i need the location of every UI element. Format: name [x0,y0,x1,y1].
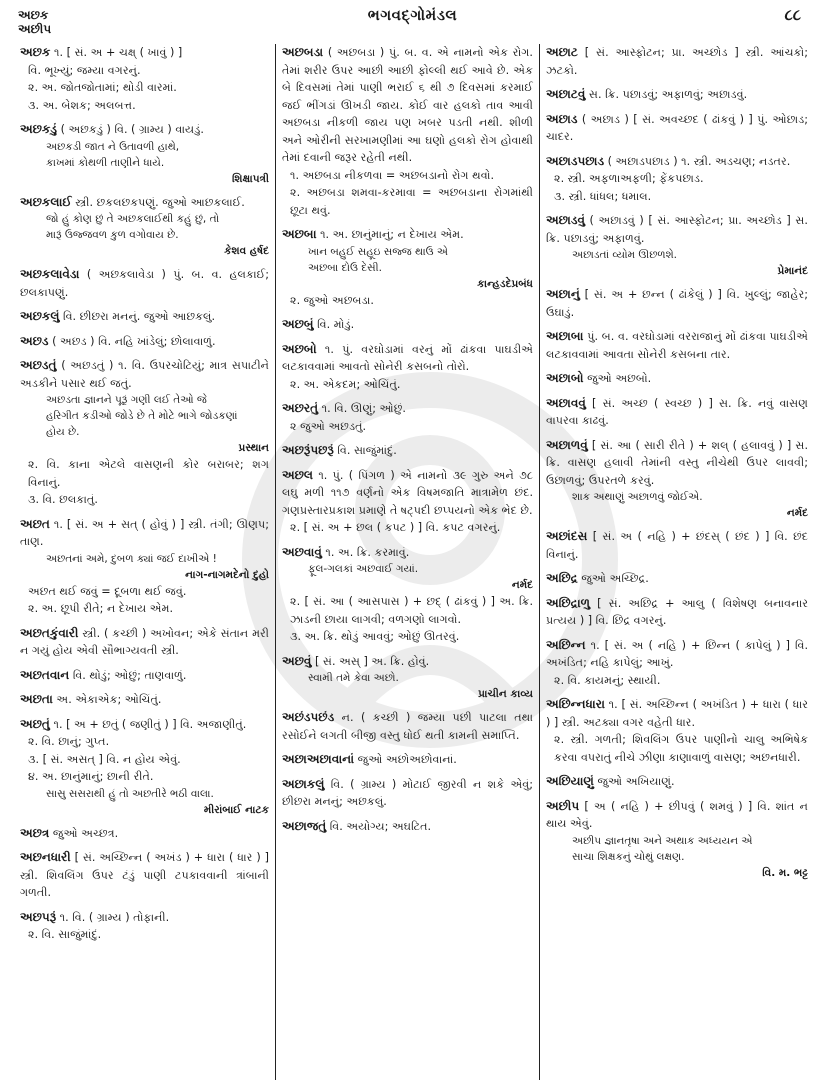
entry-quotation: અછકડી જાત ને ઉતાવળી હાથે, [46,140,180,153]
dictionary-entry [282,400,533,435]
page-title: ભગવદ્ગોમંડલ [367,6,458,24]
entry-definition: ( અછડ ) વિ. નહિ ખાંડેલું; છોલાવાળું. [52,334,216,348]
entry-definition: ( અછાડવું ) [ સં. આસ્ફોટન; પ્રા. અચ્છોડ ] સ. ક્રિ. પછાડવું; અફાળવું. [546,214,808,245]
entry-definition: ( અછડતું ) ૧. વિ. ઉપરચોટિયું; માત્ર સપાટીને અડકીને પસાર થઈ જતું. [20,359,269,390]
entry-headword: અછબું [282,317,314,331]
entry-definition: ૧. [ સં. અ + સત્ ( હોવું ) ] સ્ત્રી. તંગી; ઊણપ; તાણ. [20,517,269,548]
dictionary-entry [282,818,533,836]
entry-headword: અછિદ્ર [546,571,578,585]
entry-sense: ૨. અ. એકદમ; ઓચિંતું. [290,377,401,391]
dictionary-entry [546,328,808,363]
entry-headword: અછતકુંવારી [20,625,79,640]
dictionary-entry [282,653,533,703]
dictionary-entry [20,691,269,709]
entry-headword: અછડતું [20,358,57,372]
entry-headword: અછતું [20,716,50,731]
quotation-source: શિક્ષાપત્રી [232,172,269,185]
entry-headword: અછાળવું [546,437,588,452]
quotation-source: કેશવ હર્ષદ [224,245,269,257]
dictionary-entry [546,570,808,588]
entry-definition: ૧. [ અ + છતું ( જણીતું ) ] વિ. અજાણીતું. [53,717,247,731]
dictionary-entry [282,544,533,646]
dictionary-entry [546,286,808,321]
dictionary-entry [546,111,808,146]
entry-definition: ( અછબડા ) પું. બ. વ. એ નામનો એક રોગ. તેમાં શરીર ઉપર આછી આછી ફોલ્લી થઈ આવે છે. એક બે દિવસમાં તેમાં પાણી ભરાઈ ૬ થી ૭ દિવસમાં કરમાઈ જઈ ભીંગડાં ઊખડી જાય. કોઈ વાર હલકો તાવ આવી અછબડા નીકળી જાય પણ ખબર પડતી નથી. શીળી અને ઓરીની સરખામણીમાં આ ઘણો હલકો રોગ હોવાથી તેમાં દવાની જરૂર રહેતી નથી. [282,46,533,164]
entry-definition: જુઓ અચ્છત્ર. [52,826,119,840]
dictionary-entry [282,44,533,219]
dictionary-entry [20,44,269,114]
entry-headword: અછવાવું [282,544,322,559]
dictionary-entry [20,308,269,326]
dictionary-entry [20,194,269,260]
quotation-source: નર્મદ [511,579,533,591]
page-header [0,0,825,50]
entry-sense: ૩. સ્ત્રી. ધાંધલ; ધમાલ. [554,189,652,203]
entry-sense: ૩. અ. ક્રિ. થોડું આવવું; ઓછું ઊતરવું. [290,630,460,643]
entry-headword: અછડ [20,333,49,348]
dictionary-entry [546,798,808,881]
entry-headword: અછકલું [20,309,60,323]
dictionary-entry [20,121,269,187]
entry-quotation: મારૂં ઉજ્જવળ કુળ વગોવાય છે. [46,229,179,241]
entry-headword: અછાડવું [546,213,585,227]
entry-headword: અછત્ર [20,825,50,840]
dictionary-entry [546,437,808,522]
entry-quotation: સ્વામી તમે કેવા અછો. [308,672,399,684]
entry-definition: ( અછાડપછાડ ) ૧. સ્ત્રી. અડચણ; નડતર. [607,154,791,168]
entry-sense: ૨. અછબડા શમવા-કરમાવા = અછબડાના રોગમાંથી છૂટા થવું. [290,186,533,217]
entry-sense: ૨. વિ. છાનું; ગુપ્ત. [28,735,110,748]
entry-headword: અછનધારી [20,850,71,864]
quotation-source: નર્મદ [786,507,808,519]
entry-sense: ૨. વિ. સાજુંમાંદું. [28,928,102,941]
entry-definition: ૧. પું. વરઘોડામાં વરનું મોં ઢાંકવા પાઘડીએ લટકાવવામાં આવતો સોનેરી કસબનો તોરો. [282,342,533,373]
entry-headword: અછક [20,45,51,59]
dictionary-entry [282,776,533,811]
entry-definition: ૧. વિ. ઊણું; ઓછું. [321,402,406,415]
entry-definition: વિ. થોડું; ઓછું; તાણવાળું. [72,668,187,682]
entry-definition: જુઓ અછબો. [587,372,652,385]
quotation-source: મીરાંબાઈ નાટક [203,803,269,816]
entry-headword: અછાબા [546,329,584,343]
entry-headword: અછકલાઈ [20,194,72,209]
entry-definition: [ સં. આસ્ફોટન; પ્રા. અચ્છોડ ] સ્ત્રી. આંચકો; ઝટકો. [546,46,808,77]
dictionary-entry [20,825,269,843]
dictionary-entry [20,625,269,660]
dictionary-entry [20,516,269,618]
dictionary-entry [20,266,269,301]
dictionary-entry [20,716,269,818]
dictionary-entry [282,226,533,309]
entry-headword: અછાંદસ [546,529,588,543]
entry-definition: ૧. અ. છાનુંમાનું; ન દેખાય એમ. [320,228,464,241]
entry-quotation: અછબા દોઉ દેસી. [308,261,383,274]
entry-definition: પું. બ. વ. વરઘોડામાં વરરાજાનું મોં ઢાંકવા પાઘડીએ લટકાવવામાં આવતા સોનેરી કસબના તાર. [546,330,809,361]
entry-definition: જુઓ અચ્છિદ્ર. [581,572,649,585]
entry-quotation: જો હું કોણ છું તે અછકલાઈથી કહું છું, તો [46,213,220,225]
dictionary-entry [20,357,269,509]
entry-headword: અછિદ્રાળુ [546,595,591,610]
entry-definition: [ સં. આ ( સારી રીતે ) + શલ્ ( હલાવવું ) ] સ. ક્રિ. વાસણ હલાવી તેમાંની વસ્તુ નીચેથી ઉપર લાવવી; ઉછાળવું; ઉપરતળે કરવું. [546,438,808,487]
dictionary-entry [20,849,269,902]
entry-quotation: અછીપ જ્ઞાનતૃષા અને અથાક અધ્યયન એ [572,834,753,847]
entry-quotation: ખાન બહુઈ સહૂઇ સજ્જ થાઉ એ [308,245,449,258]
column-3 [540,44,814,1080]
dictionary-entry [20,909,269,944]
entry-headword: અછતવાન [20,667,70,682]
entry-quotation: ફૂલ-ગલકાં અછવાઈ ગયાં. [308,563,419,575]
entry-quotation: હોય છે. [46,426,80,438]
quotation-source: પ્રસ્થાન [238,442,269,454]
entry-headword: અછાનું [546,287,580,301]
entry-definition: ૧. પું. ( પિંગળ ) એ નામનો ૩૯ ગુરુ અને ૭૮ લઘુ મળી ૧૧૭ વર્ણનો એક વિષમજાતિ માત્રામેળ છંદ. ગણપ્રસ્તારપ્રકાશ પ્રમાણે તે ષટ્પદી છપ્પયનો એક ભેદ છે. [282,468,534,517]
entry-definition: સ. ક્રિ. પછાડવું; અફાળવું; અછાડવું. [588,88,748,101]
dictionary-entry [282,709,533,744]
entry-headword: અછાજતું [282,818,327,833]
entry-sense: ૩. [ સં. અસત્ ] વિ. ન હોય એવું. [28,752,181,766]
entry-headword: અછબડા [282,45,324,59]
entry-quotation: કાખમાં કોથળી તાણીને ધાયે. [46,156,165,169]
dictionary-columns [14,44,814,1080]
entry-headword: અછાટ [546,45,578,59]
entry-sense: ૨. [ સં. અ + છલ ( કપટ ) ] વિ. કપટ વગરનું. [290,521,501,534]
entry-definition: ( અછકલાવેડા ) પું. બ. વ. હલકાઈ; છલકાપણું. [20,268,270,299]
entry-definition: સ્ત્રી. છકલછકપણું. જુઓ આછકલાઈ. [75,195,245,209]
entry-headword: અછંડપછંડ [282,710,335,724]
dictionary-entry [546,637,808,690]
entry-quotation: હરિગીત કડીઓ જોડે છે તે મોટે ભાગે જોડકણાં [46,410,238,422]
entry-definition: વિ. મોડું. [317,318,355,331]
entry-headword: અછાઅછાવાનાં [282,752,355,766]
entry-headword: અછબા [282,227,317,241]
entry-headword: અછવું [282,653,312,668]
dictionary-entry [282,442,533,460]
entry-definition: જુઓ અછોઅછોવાનાં. [357,753,457,766]
entry-headword: અછતા [20,692,53,706]
dictionary-entry [546,86,808,104]
dictionary-entry [282,316,533,334]
entry-definition: [ સં. અ ( નહિ ) + છંદસ્ ( છંદ ) ] વિ. છંદ વિનાનું. [546,530,809,561]
entry-headword: અછિન્નધારા [546,697,605,711]
entry-definition: ન. ( કચ્છી ) જમ્યા પછી પાટલા તથા રસોઈને લગતી બીજી વસ્તુ ધોઈ થતી કામની સમાપ્તિ. [282,711,533,742]
quotation-source: પ્રાચીન કાવ્ય [478,688,533,700]
entry-sense: ૨. સ્ત્રી. ગળતી; શિવલિંગ ઉપર પાણીનો ચાલુ અભિષેક કરવા વપરાતું નીચે ઝીણા કાણાવાળું વાસણ; અછનધારી. [554,733,808,764]
dictionary-entry [546,395,808,430]
entry-sense: ૨. સ્ત્રી. અફળાઅફળી; ફેંકપછાડ. [554,172,704,185]
quotation-source: નાગ-નાગમદેનો દુહો [185,568,269,581]
dictionary-entry [546,44,808,79]
entry-definition: અ. એકાએક; ઓચિંતું. [56,693,162,706]
entry-headword: અછરૂંપછરૂં [282,443,334,457]
column-1 [14,44,276,1080]
dictionary-entry [282,341,533,394]
entry-headword: અછત [20,516,50,531]
entry-headword: અછાડ [546,111,578,126]
entry-definition: ૧. અ. ક્રિ. કરમાવું. [325,545,410,559]
entry-sense: ૨. વિ. કાના એટલે વાસણની કોર બરાબર; શગ વિનાનું. [28,458,269,489]
entry-definition: [ સં. અછિદ્ર + આલુ ( વિશેષણ બનાવનાર પ્રત્યય ) ] વિ. છિદ્ર વગરનું. [546,596,808,627]
entry-definition: વિ. સાજુંમાંદું. [337,444,397,457]
entry-sense: ૩. અ. બેશક; અલબત્ત. [28,98,136,112]
entry-headword: અછાબો [546,371,584,385]
dictionary-entry [546,153,808,206]
dictionary-entry [546,528,808,563]
entry-quotation: અછડતા જ્ઞાનને પૂરૂં ગણી લઈ તેઓ જે [46,394,207,406]
dictionary-entry [282,751,533,769]
entry-headword: અછપરૂં [20,909,57,924]
entry-headword: અછાવવું [546,395,586,410]
entry-quotation: અછતનાં અમે, દુબળ ક્યાં જઈ દાખીએ ! [46,552,217,565]
entry-headword: અછબો [282,341,317,356]
entry-definition: ( અછકડું ) વિ. ( ગ્રામ્ય ) વાયડું. [60,123,204,136]
entry-headword: અછીપ [546,798,580,813]
entry-definition: [ સં. અચ્છિન્ન ( અખંડ ) + ધારા ( ધાર ) ] સ્ત્રી. શિવલિંગ ઉપર ટંડું પાણી ટપકાવવાની ત્રાંબાની ગળતી. [20,851,270,899]
entry-headword: અછાટવું [546,87,586,101]
entry-headword: અછિયાણું [546,774,594,788]
dictionary-entry [20,333,269,351]
entry-sense: ૩. વિ. છલકાતું. [28,493,98,506]
entry-definition: ૧. [ સં. અ + ચક્ષ્ ( ખાવું ) ] [53,46,183,59]
entry-sense: ૨. [ સં. આ ( આસપાસ ) + છદ્ ( ઢાંકવું ) ] અ. ક્રિ. ઝાડની છાયા લાગવી; વળગણો લાગવો. [290,595,533,626]
entry-quotation: શાક અથાણું અછાળવું જોઈએ. [572,491,703,503]
quotation-source: પ્રેમાનંદ [777,265,808,277]
entry-definition: વિ. અયોગ્ય; અઘટિત. [329,819,432,833]
entry-definition: ૧. [ સં. અ ( નહિ ) + છિન્ન ( કાપેલું ) ] વિ. અખંડિત; નહિ કાપેલું; આખું. [546,638,808,669]
entry-definition: [ સં. અ + છન્ન ( ઢાંકેલું ) ] વિ. ખુલ્લું; જાહેર; ઉઘાડું. [546,288,808,319]
quotation-source: વિ. મ. ભટ્ટ [762,866,808,879]
entry-sense: ૧. અછબડા નીકળવા = અછબડાનો રોગ થવો. [290,168,495,182]
entry-headword: અછરતું [282,401,319,415]
entry-sense: ૨. અ. છૂપી રીતે; ન દેખાય એમ. [28,602,174,615]
entry-quotation: અછાડતાં વ્યોમ ઊછળશે. [572,249,678,261]
dictionary-entry [546,696,808,766]
entry-definition: વિ. છીછરા મનનું. જુઓ આછકલું. [63,310,216,323]
entry-quotation: સાચા શિક્ષકનું ચોથું લક્ષણ. [572,850,685,863]
entry-headword: અછકલાવેડા [20,267,80,281]
entry-definition: [ સં. અચ્છ ( સ્વચ્છ ) ] સ. ક્રિ. નવું વાસણ વાપરવા કાઢવું. [546,396,808,427]
column-2 [276,44,540,1080]
entry-headword: અછકડું [20,122,57,136]
entry-sense: ૪. અ. છાનુંમાનું; છાની રીતે. [28,770,154,783]
dictionary-entry [546,370,808,388]
entry-headword: અછિન્ન [546,637,586,652]
entry-sense: ૨. જુઓ અછબડા. [290,293,374,307]
guide-word-first: અછક [18,8,49,22]
dictionary-entry [20,667,269,685]
entry-sense: ૨ જુઓ અછડતું. [290,419,367,433]
entry-definition: જુઓ અખિયાણું. [597,775,675,788]
entry-definition: વિ. ( ગ્રામ્ય ) મોટાઈ જીરવી ન શકે એવું; છીછરા મનનું; અછકલું. [282,777,533,808]
guide-word-last: અછીપ [18,22,52,36]
dictionary-entry [546,212,808,279]
entry-definition: ( અછાડ ) [ સં. અવચ્છદ ( ઢાંકવું ) ] પું. ઓછાડ; ચાદર. [546,112,808,143]
page-number: ૮૮ [784,6,801,24]
entry-sense: ૨. વિ. કાયમનું; સ્થાયી. [554,673,661,687]
entry-definition: ૧. [ સં. અચ્છિન્ન ( અખંડિત ) + ધારા ( ધાર ) ] સ્ત્રી. અટક્યા વગર વહેતી ધાર. [546,698,808,729]
entry-quotation: સાસુ સસરાથી હું તો અછતીરે ભઠી વાલા. [46,787,214,800]
entry-sense: અછત થઈ જવું = દૂબળા થઈ જવું. [28,584,187,598]
dictionary-entry [546,595,808,630]
entry-definition: સ્ત્રી. ( કચ્છી ) અખોવન; એકે સંતાન મરી ન ગયું હોય એવી સૌભાગ્યવતી સ્ત્રી. [20,626,269,657]
entry-definition: [ અ ( નહિ ) + છીપવું ( શમવું ) ] વિ. શાંત ન થાય એવું. [546,799,808,830]
entry-definition: ૧. વિ. ( ગ્રામ્ય ) તોફાની. [59,910,170,924]
entry-definition: [ સં. અસ્ ] અ. ક્રિ. હોવું. [314,654,430,668]
dictionary-entry [546,773,808,791]
dictionary-entry [282,467,533,537]
quotation-source: કાન્હડદેપ્રબંધ [477,277,533,290]
entry-sense: ૨. અ. જોતજોતામાં; થોડી વારમાં. [28,81,177,94]
entry-headword: અછલ [282,467,314,482]
entry-sense: વિ. ભૂખ્યું; જમ્યા વગરનું. [28,63,141,77]
entry-headword: અછાકલું [282,776,325,791]
entry-headword: અછાડપછાડ [546,153,605,168]
